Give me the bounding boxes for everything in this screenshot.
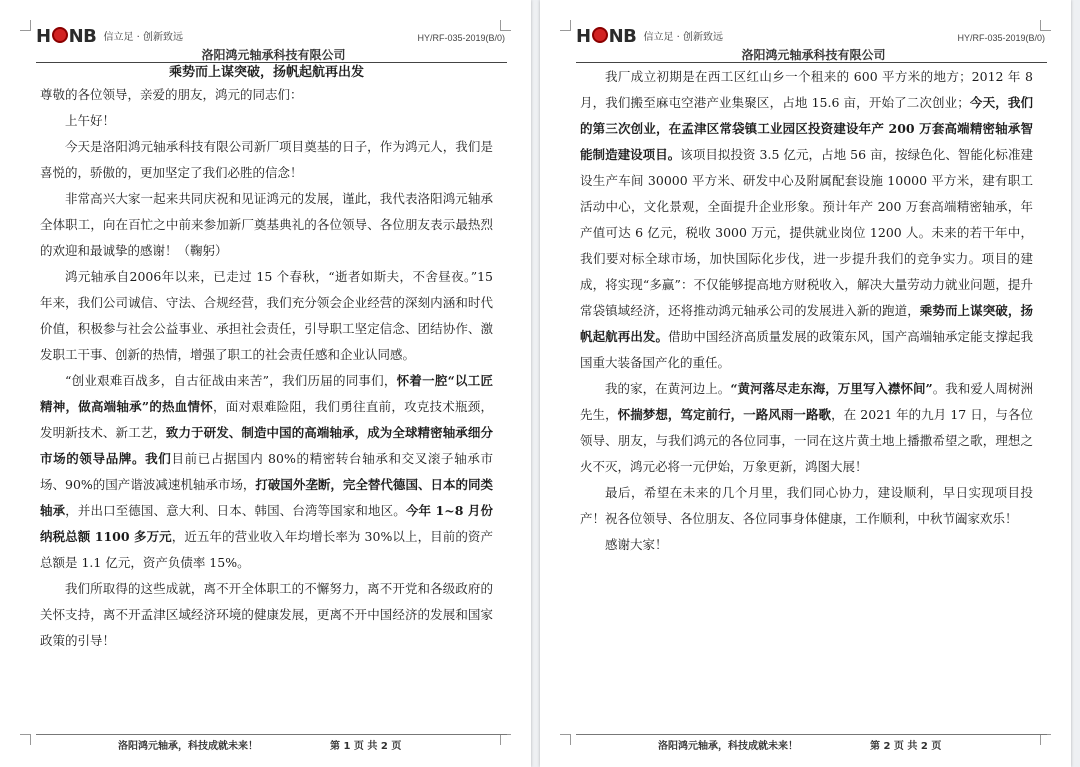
salutation: 尊敬的各位领导，亲爱的朋友，鸿元的同志们： xyxy=(40,87,303,102)
crop-mark xyxy=(560,20,571,31)
document-page-2 xyxy=(540,0,1071,767)
document-page-1 xyxy=(0,0,531,767)
page-body xyxy=(580,64,1033,558)
bold-text: “黄河落尽走东海，万里写入襟怀间” xyxy=(730,381,933,396)
text-run: 我厂成立初期是在西工区红山乡一个租来的 600 平方米的地方；2012 年 8 月，我们搬至麻屯空港产业集聚区，占地 15.6 亩，开始了二次创业； xyxy=(580,69,1033,110)
crop-mark xyxy=(560,734,571,745)
header-divider xyxy=(36,62,507,63)
bold-text: 致力于研发、制造中国的高端轴承，成为全球精密轴承细分市场的领导品牌。我们 xyxy=(40,425,493,466)
footer-divider xyxy=(576,734,1047,735)
closing: 感谢大家！ xyxy=(605,537,668,552)
company-logo xyxy=(576,26,723,47)
footer-slogan: 洛阳鸿元轴承，科技成就未来！ xyxy=(118,741,258,752)
page-header xyxy=(36,26,511,62)
paragraph xyxy=(580,376,1033,480)
greeting: 上午好！ xyxy=(65,113,116,128)
paragraph: 最后，希望在未来的几个月里，我们同心协力，建设顺利，早日实现项目投产！祝各位领导、各位朋友、各位同事身体健康，工作顺利，中秋节阖家欢乐！ xyxy=(580,485,1033,526)
bold-text: 今年 1~8 月份纳税总额 1100 多万元 xyxy=(40,503,493,544)
bold-text: 今天，我们的第三次创业，在孟津区常袋镇工业园区投资建设年产 200 万套高端精密轴承智能制造建设项目。 xyxy=(580,95,1033,162)
document-number: HY/RF-035-2019(B/0) xyxy=(417,33,505,43)
paragraph: 今天是洛阳鸿元轴承科技有限公司新厂项目奠基的日子，作为鸿元人，我们是喜悦的，骄傲的，更加坚定了我们必胜的信念！ xyxy=(40,139,493,180)
page-body xyxy=(40,64,493,654)
logo-slogan: 信立足 · 创新致远 xyxy=(643,32,724,43)
document-number: HY/RF-035-2019(B/0) xyxy=(957,33,1045,43)
paragraph xyxy=(40,368,493,576)
text-run: 目前已占据国内 80%的精密转台轴承和交叉滚子轴承市场、90%的国产谐波减速机轴承市场， xyxy=(40,451,493,492)
company-logo xyxy=(36,26,183,47)
bold-text: 打破国外垄断，完全替代德国、日本的同类轴承 xyxy=(40,477,493,518)
footer-divider xyxy=(36,734,507,735)
bold-text: 怀揣梦想，笃定前行，一路风雨一路歌 xyxy=(617,407,832,422)
paragraph: 鸿元轴承自2006年以来，已走过 15 个春秋，“逝者如斯夫，不舍昼夜。”15 年来，我们公司诚信、守法、合规经营，我们充分领会企业经营的深刻内涵和时代价值，积极参与社会公益事业、承担社会责任，引导职工坚定信念、团结协作、激发职工干事、创新的热情，增强了职工的社会责任感和企业认同感。 xyxy=(40,269,493,362)
bold-text: 乘势而上谋突破，扬帆起航再出发。 xyxy=(580,303,1033,344)
crop-mark xyxy=(500,734,511,745)
text-run: “创业艰难百战多，自古征战由来苦”，我们历届的同事们， xyxy=(65,373,397,388)
header-divider xyxy=(576,62,1047,63)
page-number: 第 2 页 共 2 页 xyxy=(870,741,942,752)
logo-slogan: 信立足 · 创新致远 xyxy=(103,32,184,43)
logo-ring-icon xyxy=(52,27,68,43)
text-run: 我的家，在黄河边上。 xyxy=(605,381,731,396)
company-name: 洛阳鸿元轴承科技有限公司 xyxy=(201,48,346,62)
footer-slogan: 洛阳鸿元轴承，科技成就未来！ xyxy=(658,741,798,752)
text-run: ，在 2021 年的九月 17 日，与各位领导、朋友，与我们鸿元的各位同事，一同在这片黄土地上播撒希望之歌，理想之火不灭，鸿元必将一元伊始，万象更新，鸿图大展！ xyxy=(580,407,1033,474)
text-run: 该项目拟投资 3.5 亿元，占地 56 亩，按绿色化、智能化标准建设生产车间 30000 平方米、研发中心及附属配套设施 10000 平方米，建有职工活动中心，文化景观，全面提升企业形象。预计年产 200 万套高端精密轴承，年产值可达 6 亿元，税收 3000 万元，提供就业岗位 1200 人。未来的若干年中，我们要对标全球市场，加快国际化步伐，进一步提升我们的竞争实力。项目的建成，将实现“多赢”：不仅能够提高地方财税收入，解决大量劳动力就业问题，提升常袋镇域经济，还将推动鸿元轴承公司的发展进入新的跑道， xyxy=(580,147,1033,318)
crop-mark xyxy=(20,20,31,31)
page-header xyxy=(576,26,1051,62)
logo-mark: H NB xyxy=(36,26,97,47)
company-name: 洛阳鸿元轴承科技有限公司 xyxy=(741,48,886,62)
logo-mark: H NB xyxy=(576,26,637,47)
paragraph: 我们所取得的这些成就，离不开全体职工的不懈努力，离不开党和各级政府的关怀支持，离不开孟津区域经济环境的健康发展，更离不开中国经济的发展和国家政策的引导！ xyxy=(40,581,493,648)
paragraph xyxy=(580,64,1033,376)
page-number: 第 1 页 共 2 页 xyxy=(330,741,402,752)
text-run: 。我和爱人周树洲先生， xyxy=(580,381,1033,422)
bold-text: 怀着一腔“以工匠精神，做高端轴承”的热血情怀 xyxy=(40,373,493,414)
text-run: ，面对艰难险阻，我们勇往直前，攻克技术瓶颈，发明新技术、新工艺， xyxy=(40,399,493,440)
text-run: ，并出口至德国、意大利、日本、韩国、台湾等国家和地区。 xyxy=(65,503,406,518)
document-title: 乘势而上谋突破，扬帆起航再出发 xyxy=(168,65,364,80)
text-run: 借助中国经济高质量发展的政策东风，国产高端轴承定能支撑起我国重大装备国产化的重任。 xyxy=(580,329,1033,370)
crop-mark xyxy=(20,734,31,745)
paragraph: 非常高兴大家一起来共同庆祝和见证鸿元的发展，谨此，我代表洛阳鸿元轴承全体职工，向在百忙之中前来参加新厂奠基典礼的各位领导、各位朋友表示最热烈的欢迎和最诚挚的感谢！（鞠躬） xyxy=(40,191,493,258)
crop-mark xyxy=(1040,734,1051,745)
text-run: ，近五年的营业收入年均增长率为 30%以上，目前的资产总额是 1.1 亿元，资产负债率 15%。 xyxy=(40,529,493,570)
logo-ring-icon xyxy=(592,27,608,43)
